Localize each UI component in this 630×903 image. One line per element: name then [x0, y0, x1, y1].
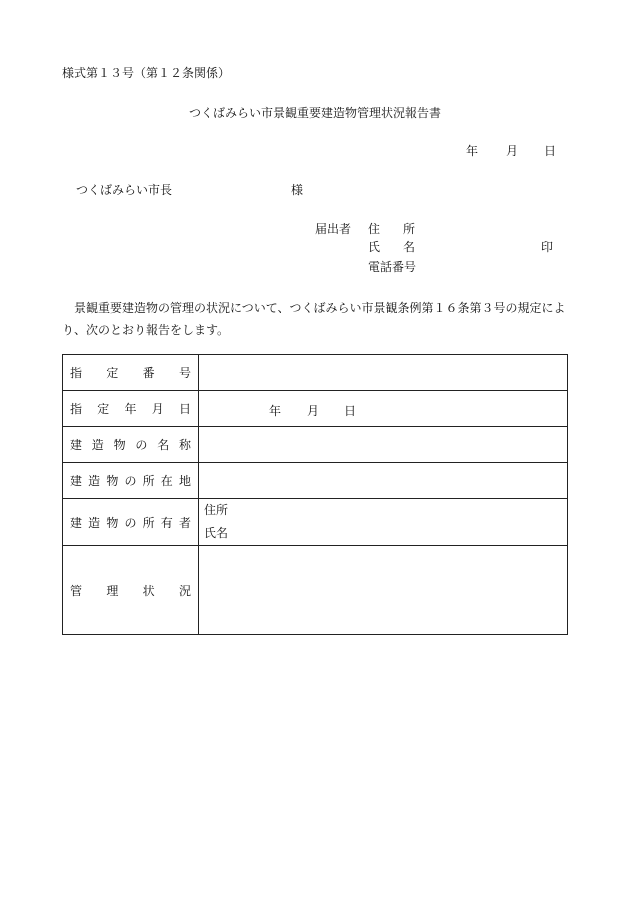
management-status-field[interactable]: [199, 546, 568, 635]
label-char: 況: [178, 583, 191, 598]
table-row: [63, 546, 568, 635]
building-location-field[interactable]: [199, 463, 568, 499]
designation-date-year: 年: [269, 403, 282, 418]
designation-number-field[interactable]: [199, 355, 568, 391]
name-label-char: 名: [403, 240, 416, 254]
report-statement: 景観重要建造物の管理の状況について、つくばみらい市景観条例第１６条第３号の規定により、次のとおり報告をします。: [62, 301, 566, 337]
date-day: 日: [544, 144, 557, 158]
label-char: 称: [178, 438, 191, 452]
building-name-field[interactable]: [199, 427, 568, 463]
addressee-name: つくばみらい市長: [76, 183, 173, 197]
label-char: 定: [97, 402, 110, 416]
designation-date-day: 日: [344, 403, 357, 418]
building-owner-field[interactable]: [199, 499, 568, 546]
label-char: 造: [91, 438, 104, 452]
label-char: 状: [142, 583, 155, 598]
label-char: 造: [88, 474, 101, 488]
label-char: の: [124, 515, 137, 530]
label-char: 物: [106, 515, 119, 530]
designation-date-month: 月: [307, 403, 320, 418]
address-label-char: 住: [368, 222, 381, 236]
label-char: 号: [178, 366, 191, 380]
label-char: の: [124, 474, 137, 488]
label-char: 造: [88, 515, 101, 530]
label-char: 番: [142, 366, 155, 380]
label-char: の: [135, 438, 148, 452]
address-label-char: 所: [403, 222, 416, 236]
reporter-label: 届出者: [315, 222, 352, 236]
label-char: 有: [160, 515, 173, 530]
label-char: 者: [178, 515, 191, 530]
table-row: [63, 355, 568, 391]
label-char: 建: [70, 474, 83, 488]
label-building-location: [63, 463, 199, 499]
label-char: 月: [151, 402, 164, 416]
table-row: [63, 391, 568, 427]
label-char: 地: [178, 474, 191, 488]
name-label-char: 氏: [368, 240, 381, 254]
phone-label: 電話番号: [368, 260, 417, 274]
form-number: 様式第１３号（第１２条関係）: [62, 66, 231, 80]
label-building-name: [63, 427, 199, 463]
table-row: [63, 427, 568, 463]
label-char: 所: [142, 474, 155, 488]
document-title: つくばみらい市景観重要建造物管理状況報告書: [188, 106, 441, 120]
label-char: 建: [70, 438, 83, 452]
date-year: 年: [466, 144, 479, 158]
label-char: 物: [106, 474, 119, 488]
label-char: 名: [157, 438, 170, 452]
label-char: 在: [160, 474, 173, 488]
designation-date-field[interactable]: [199, 391, 568, 427]
label-char: 管: [70, 583, 83, 598]
label-char: 物: [113, 438, 126, 452]
label-char: 定: [106, 366, 119, 380]
addressee-honorific: 様: [291, 183, 304, 197]
label-building-owner: [63, 499, 199, 546]
label-designation-number: [63, 355, 199, 391]
label-char: 年: [124, 402, 137, 416]
label-designation-date: [63, 391, 199, 427]
label-char: 指: [70, 366, 83, 380]
label-char: 理: [106, 583, 119, 598]
seal-mark: 印: [541, 240, 554, 254]
table-row: [63, 499, 568, 546]
label-char: 日: [178, 402, 191, 416]
label-char: 指: [70, 402, 83, 416]
owner-address-label: 住所: [204, 503, 229, 517]
report-form-table: [62, 354, 568, 635]
label-char: 建: [70, 515, 83, 530]
label-char: 所: [142, 515, 155, 530]
date-month: 月: [506, 144, 519, 158]
owner-name-label: 氏名: [204, 526, 229, 540]
label-management-status: [63, 546, 199, 635]
table-row: [63, 463, 568, 499]
